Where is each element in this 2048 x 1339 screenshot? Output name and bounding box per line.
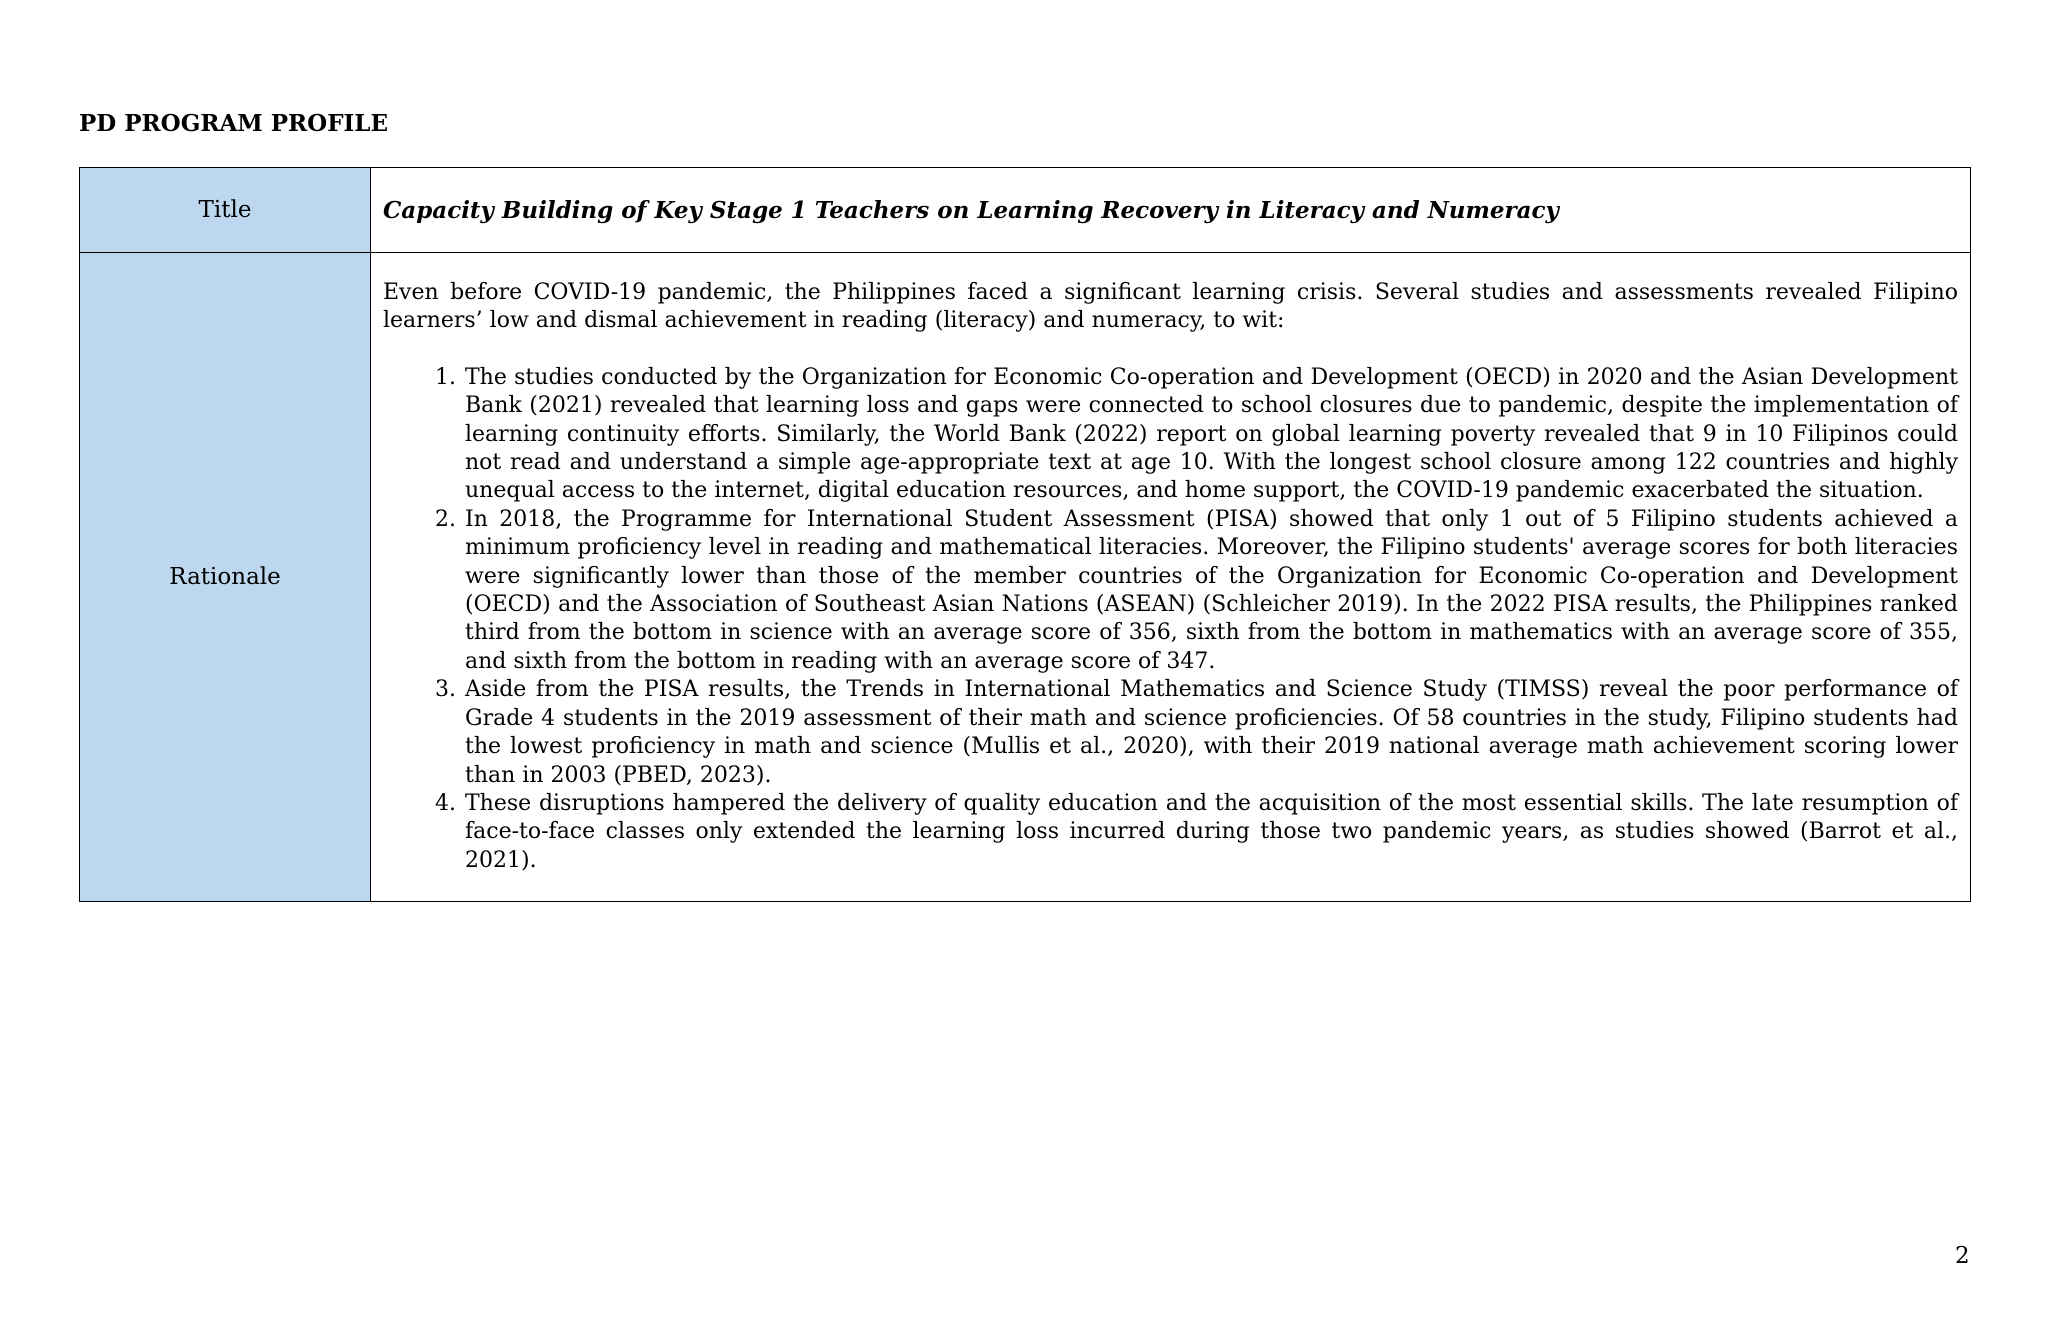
rationale-point-4: 4. These disruptions hampered the delivery of quality education and the acquisition of the most essential skills. The late resumption of face-to-face classes only extended the learning loss incurred during those two pandemic years, as studies showed (Barrot et al., 2021). bbox=[463, 790, 1958, 875]
rationale-intro: Even before COVID-19 pandemic, the Philippines faced a significant learning crisis. Several studies and assessments revealed Filipino learners’ low and dismal achievement in reading (literacy) and numeracy, to wit: bbox=[383, 280, 1958, 334]
title-row bbox=[80, 168, 1971, 253]
document-heading: PD PROGRAM PROFILE bbox=[79, 110, 388, 137]
rationale-point-1: 1. The studies conducted by the Organization for Economic Co-operation and Development (OECD) in 2020 and the Asian Development Bank (2021) revealed that learning loss and gaps were connected to school closures due to pandemic, despite the implementation of learning continuity efforts. Similarly, the World Bank (2022) report on global learning poverty revealed that 9 in 10 Filipinos could not read and understand a simple age-appropriate text at age 10. With the longest school closure among 122 countries and highly unequal access to the internet, digital education resources, and home support, the COVID-19 pandemic exacerbated the situation. bbox=[463, 364, 1958, 506]
rationale-row bbox=[80, 253, 1971, 902]
rationale-point-2: 2. In 2018, the Programme for International Student Assessment (PISA) showed that only 1 out of 5 Filipino students achieved a minimum proficiency level in reading and mathematical literacies. Moreover, the Filipino students' average scores for both literacies were significantly lower than those of the member countries of the Organization for Economic Co-operation and Development (OECD) and the Association of Southeast Asian Nations (ASEAN) (Schleicher 2019). In the 2022 PISA results, the Philippines ranked third from the bottom in science with an average score of 356, sixth from the bottom in mathematics with an average score of 355, and sixth from the bottom in reading with an average score of 347. bbox=[463, 506, 1958, 676]
page-number: 2 bbox=[1955, 1243, 1970, 1269]
rationale-label: Rationale bbox=[80, 253, 371, 902]
program-title: Capacity Building of Key Stage 1 Teachers on Learning Recovery in Literacy and Numeracy bbox=[371, 168, 1971, 253]
rationale-list bbox=[383, 364, 1958, 875]
rationale-content bbox=[371, 253, 1971, 902]
rationale-point-3: 3. Aside from the PISA results, the Trends in International Mathematics and Science Study (TIMSS) reveal the poor performance of Grade 4 students in the 2019 assessment of their math and science proficiencies. Of 58 countries in the study, Filipino students had the lowest proficiency in math and science (Mullis et al., 2020), with their 2019 national average math achievement scoring lower than in 2003 (PBED, 2023). bbox=[463, 676, 1958, 790]
title-label: Title bbox=[80, 168, 371, 253]
program-profile-table bbox=[79, 167, 1971, 902]
